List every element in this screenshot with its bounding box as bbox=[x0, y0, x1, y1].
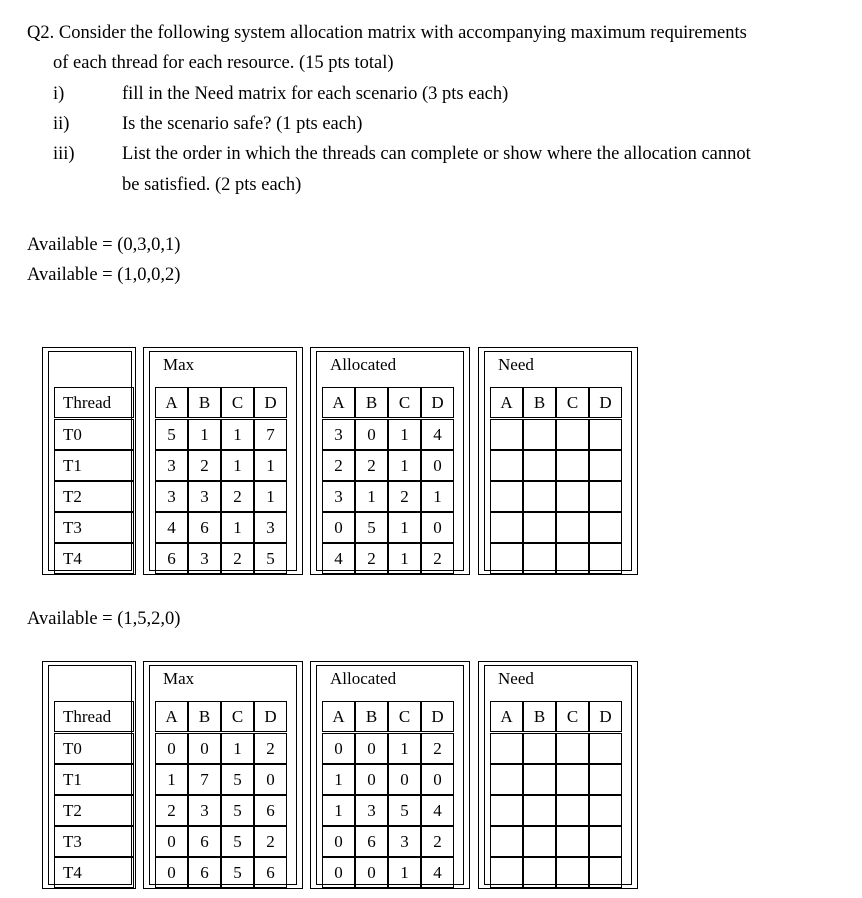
item-text-3: List the order in which the threads can complete or show where the allocation cannot bbox=[122, 144, 751, 164]
scenario1-alloc-cell: 2 bbox=[322, 450, 355, 481]
scenario2-need-label: Need bbox=[498, 669, 534, 688]
scenario1-need-cell[interactable] bbox=[556, 543, 589, 574]
scenario1-need-label: Need bbox=[498, 355, 534, 374]
scenario2-alloc-cell: 2 bbox=[421, 826, 454, 857]
scenario2-alloc-cell: 0 bbox=[388, 764, 421, 795]
scenario1-need-cell[interactable] bbox=[490, 543, 523, 574]
scenario2-alloc-cell: 1 bbox=[388, 857, 421, 888]
scenario1-max-cell: 1 bbox=[221, 512, 254, 543]
scenario2-need-cell[interactable] bbox=[490, 857, 523, 888]
scenario2-max-cell: 5 bbox=[221, 857, 254, 888]
scenario2-need-cell[interactable] bbox=[556, 733, 589, 764]
scenario2-max-cell: 1 bbox=[221, 733, 254, 764]
scenario2-need-cell[interactable] bbox=[523, 795, 556, 826]
scenario2-thread-t3: T3 bbox=[54, 826, 134, 857]
scenario1-max-cell: 3 bbox=[155, 481, 188, 512]
scenario2-available: Available = (1,5,2,0) bbox=[27, 609, 181, 629]
scenario1-need-cell[interactable] bbox=[556, 481, 589, 512]
scenario1-alloc-cell: 1 bbox=[388, 512, 421, 543]
scenario1-alloc-cell: 5 bbox=[355, 512, 388, 543]
scenario1-max-cell: 6 bbox=[155, 543, 188, 574]
scenario2-max-cell: 6 bbox=[254, 857, 287, 888]
scenario1-need-cell[interactable] bbox=[589, 481, 622, 512]
scenario1-max-cell: 6 bbox=[188, 512, 221, 543]
scenario2-need-cell[interactable] bbox=[556, 795, 589, 826]
scenario1-thread-t4: T4 bbox=[54, 543, 134, 574]
scenario1-need-cell[interactable] bbox=[589, 419, 622, 450]
scenario1-alloc-cell: 1 bbox=[355, 481, 388, 512]
scenario1-alloc-cell: 1 bbox=[421, 481, 454, 512]
scenario2-need-cell[interactable] bbox=[490, 795, 523, 826]
scenario2-alloc-cell: 1 bbox=[388, 733, 421, 764]
scenario1-alloc-cell: 1 bbox=[388, 450, 421, 481]
scenario2-alloc-cell: 1 bbox=[322, 764, 355, 795]
scenario1-need-col-a: A bbox=[490, 387, 523, 418]
scenario1-available-2: Available = (1,0,0,2) bbox=[27, 265, 181, 285]
scenario1-max-cell: 2 bbox=[221, 481, 254, 512]
scenario2-alloc-cell: 0 bbox=[322, 826, 355, 857]
scenario1-alloc-cell: 2 bbox=[421, 543, 454, 574]
scenario1-alloc-cell: 4 bbox=[322, 543, 355, 574]
scenario2-need-cell[interactable] bbox=[556, 826, 589, 857]
item-marker-3: iii) bbox=[53, 144, 75, 164]
scenario1-need-col-c: C bbox=[556, 387, 589, 418]
scenario1-alloc-col-c: C bbox=[388, 387, 421, 418]
scenario1-max-cell: 2 bbox=[221, 543, 254, 574]
scenario1-need-cell[interactable] bbox=[589, 450, 622, 481]
scenario1-need-cell[interactable] bbox=[589, 512, 622, 543]
scenario1-max-col-c: C bbox=[221, 387, 254, 418]
scenario2-alloc-cell: 0 bbox=[322, 733, 355, 764]
scenario2-need-cell[interactable] bbox=[490, 733, 523, 764]
scenario2-max-col-b: B bbox=[188, 701, 221, 732]
scenario2-alloc-cell: 0 bbox=[355, 857, 388, 888]
question-line-2: of each thread for each resource. (15 pts total) bbox=[53, 53, 394, 73]
item-marker-2: ii) bbox=[53, 114, 70, 134]
scenario1-alloc-cell: 4 bbox=[421, 419, 454, 450]
scenario2-need-cell[interactable] bbox=[490, 826, 523, 857]
scenario2-max-cell: 0 bbox=[188, 733, 221, 764]
scenario2-thread-t4: T4 bbox=[54, 857, 134, 888]
scenario2-thread-t2: T2 bbox=[54, 795, 134, 826]
scenario1-need-cell[interactable] bbox=[490, 512, 523, 543]
scenario1-max-cell: 3 bbox=[188, 543, 221, 574]
scenario2-alloc-cell: 0 bbox=[355, 764, 388, 795]
item-marker-1: i) bbox=[53, 84, 65, 104]
scenario2-alloc-cell: 4 bbox=[421, 857, 454, 888]
scenario1-alloc-cell: 0 bbox=[421, 450, 454, 481]
scenario1-max-col-a: A bbox=[155, 387, 188, 418]
scenario1-max-col-b: B bbox=[188, 387, 221, 418]
scenario1-alloc-cell: 1 bbox=[388, 419, 421, 450]
scenario2-max-cell: 0 bbox=[155, 826, 188, 857]
scenario2-need-cell[interactable] bbox=[523, 857, 556, 888]
scenario1-alloc-col-a: A bbox=[322, 387, 355, 418]
scenario2-alloc-cell: 5 bbox=[388, 795, 421, 826]
scenario1-alloc-cell: 3 bbox=[322, 481, 355, 512]
scenario1-need-cell[interactable] bbox=[556, 419, 589, 450]
scenario2-thread-header: Thread bbox=[54, 701, 134, 732]
scenario1-max-cell: 4 bbox=[155, 512, 188, 543]
scenario2-max-cell: 2 bbox=[254, 826, 287, 857]
scenario2-need-cell[interactable] bbox=[589, 795, 622, 826]
scenario1-max-cell: 5 bbox=[254, 543, 287, 574]
scenario1-max-cell: 1 bbox=[254, 450, 287, 481]
scenario2-max-cell: 5 bbox=[221, 795, 254, 826]
scenario1-alloc-cell: 0 bbox=[421, 512, 454, 543]
scenario2-alloc-cell: 2 bbox=[421, 733, 454, 764]
scenario2-max-cell: 0 bbox=[155, 733, 188, 764]
scenario2-alloc-col-d: D bbox=[421, 701, 454, 732]
scenario1-max-cell: 3 bbox=[254, 512, 287, 543]
scenario2-alloc-cell: 4 bbox=[421, 795, 454, 826]
scenario1-need-cell[interactable] bbox=[490, 481, 523, 512]
scenario1-need-cell[interactable] bbox=[556, 450, 589, 481]
item-text-1: fill in the Need matrix for each scenario (3 pts each) bbox=[122, 84, 509, 104]
item-text-3-cont: be satisfied. (2 pts each) bbox=[122, 175, 302, 195]
scenario1-thread-t3: T3 bbox=[54, 512, 134, 543]
scenario1-max-cell: 1 bbox=[221, 419, 254, 450]
scenario1-alloc-cell: 2 bbox=[355, 450, 388, 481]
scenario2-max-cell: 5 bbox=[221, 764, 254, 795]
scenario2-need-cell[interactable] bbox=[556, 764, 589, 795]
scenario1-alloc-cell: 2 bbox=[355, 543, 388, 574]
scenario1-available-1: Available = (0,3,0,1) bbox=[27, 235, 181, 255]
scenario2-need-cell[interactable] bbox=[523, 733, 556, 764]
scenario2-need-cell[interactable] bbox=[523, 764, 556, 795]
scenario1-need-cell[interactable] bbox=[523, 543, 556, 574]
scenario2-thread-t0: T0 bbox=[54, 733, 134, 764]
scenario2-max-cell: 6 bbox=[188, 857, 221, 888]
question-line-1: Q2. Consider the following system allocation matrix with accompanying maximum requirements bbox=[27, 23, 747, 43]
scenario2-need-cell[interactable] bbox=[523, 826, 556, 857]
scenario2-alloc-cell: 0 bbox=[421, 764, 454, 795]
scenario1-need-cell[interactable] bbox=[523, 481, 556, 512]
scenario2-alloc-cell: 0 bbox=[355, 733, 388, 764]
scenario1-alloc-cell: 0 bbox=[355, 419, 388, 450]
scenario2-need-col-d: D bbox=[589, 701, 622, 732]
scenario2-alloc-label: Allocated bbox=[330, 669, 397, 688]
scenario1-need-col-b: B bbox=[523, 387, 556, 418]
scenario1-max-cell: 1 bbox=[221, 450, 254, 481]
scenario2-need-cell[interactable] bbox=[589, 857, 622, 888]
scenario2-alloc-col-b: B bbox=[355, 701, 388, 732]
scenario1-max-col-d: D bbox=[254, 387, 287, 418]
scenario2-alloc-cell: 0 bbox=[322, 857, 355, 888]
scenario2-max-label: Max bbox=[163, 669, 195, 688]
scenario1-max-cell: 7 bbox=[254, 419, 287, 450]
scenario1-max-cell: 2 bbox=[188, 450, 221, 481]
scenario2-need-cell[interactable] bbox=[589, 733, 622, 764]
scenario2-alloc-cell: 1 bbox=[322, 795, 355, 826]
scenario2-max-cell: 3 bbox=[188, 795, 221, 826]
scenario2-max-cell: 5 bbox=[221, 826, 254, 857]
scenario1-alloc-cell: 0 bbox=[322, 512, 355, 543]
scenario1-thread-t0: T0 bbox=[54, 419, 134, 450]
scenario2-max-cell: 0 bbox=[254, 764, 287, 795]
scenario1-max-cell: 1 bbox=[254, 481, 287, 512]
scenario2-need-cell[interactable] bbox=[589, 764, 622, 795]
scenario1-max-cell: 5 bbox=[155, 419, 188, 450]
scenario1-alloc-col-d: D bbox=[421, 387, 454, 418]
scenario1-alloc-cell: 3 bbox=[322, 419, 355, 450]
item-text-2: Is the scenario safe? (1 pts each) bbox=[122, 114, 363, 134]
scenario1-max-cell: 3 bbox=[188, 481, 221, 512]
scenario1-thread-header: Thread bbox=[54, 387, 134, 418]
scenario2-need-col-c: C bbox=[556, 701, 589, 732]
scenario1-need-cell[interactable] bbox=[523, 450, 556, 481]
scenario2-max-col-a: A bbox=[155, 701, 188, 732]
scenario2-need-cell[interactable] bbox=[490, 764, 523, 795]
scenario1-need-cell[interactable] bbox=[589, 543, 622, 574]
scenario1-thread-t1: T1 bbox=[54, 450, 134, 481]
scenario2-need-cell[interactable] bbox=[556, 857, 589, 888]
scenario2-max-cell: 6 bbox=[254, 795, 287, 826]
scenario2-max-cell: 1 bbox=[155, 764, 188, 795]
scenario2-max-cell: 6 bbox=[188, 826, 221, 857]
scenario1-max-label: Max bbox=[163, 355, 195, 374]
scenario2-alloc-cell: 3 bbox=[388, 826, 421, 857]
scenario2-thread-t1: T1 bbox=[54, 764, 134, 795]
scenario1-need-cell[interactable] bbox=[490, 450, 523, 481]
scenario1-max-cell: 3 bbox=[155, 450, 188, 481]
scenario2-max-cell: 7 bbox=[188, 764, 221, 795]
scenario2-max-cell: 0 bbox=[155, 857, 188, 888]
scenario2-alloc-col-a: A bbox=[322, 701, 355, 732]
scenario2-need-col-a: A bbox=[490, 701, 523, 732]
scenario1-alloc-cell: 2 bbox=[388, 481, 421, 512]
scenario1-alloc-col-b: B bbox=[355, 387, 388, 418]
scenario2-need-cell[interactable] bbox=[589, 826, 622, 857]
scenario1-need-cell[interactable] bbox=[490, 419, 523, 450]
scenario1-max-cell: 1 bbox=[188, 419, 221, 450]
scenario2-max-cell: 2 bbox=[155, 795, 188, 826]
scenario2-max-cell: 2 bbox=[254, 733, 287, 764]
scenario2-alloc-cell: 3 bbox=[355, 795, 388, 826]
scenario1-thread-t2: T2 bbox=[54, 481, 134, 512]
scenario2-max-col-d: D bbox=[254, 701, 287, 732]
scenario1-need-cell[interactable] bbox=[556, 512, 589, 543]
scenario1-need-cell[interactable] bbox=[523, 512, 556, 543]
scenario1-alloc-cell: 1 bbox=[388, 543, 421, 574]
scenario2-max-col-c: C bbox=[221, 701, 254, 732]
scenario2-need-col-b: B bbox=[523, 701, 556, 732]
scenario2-alloc-col-c: C bbox=[388, 701, 421, 732]
scenario1-need-cell[interactable] bbox=[523, 419, 556, 450]
scenario1-alloc-label: Allocated bbox=[330, 355, 397, 374]
scenario2-alloc-cell: 6 bbox=[355, 826, 388, 857]
scenario1-need-col-d: D bbox=[589, 387, 622, 418]
